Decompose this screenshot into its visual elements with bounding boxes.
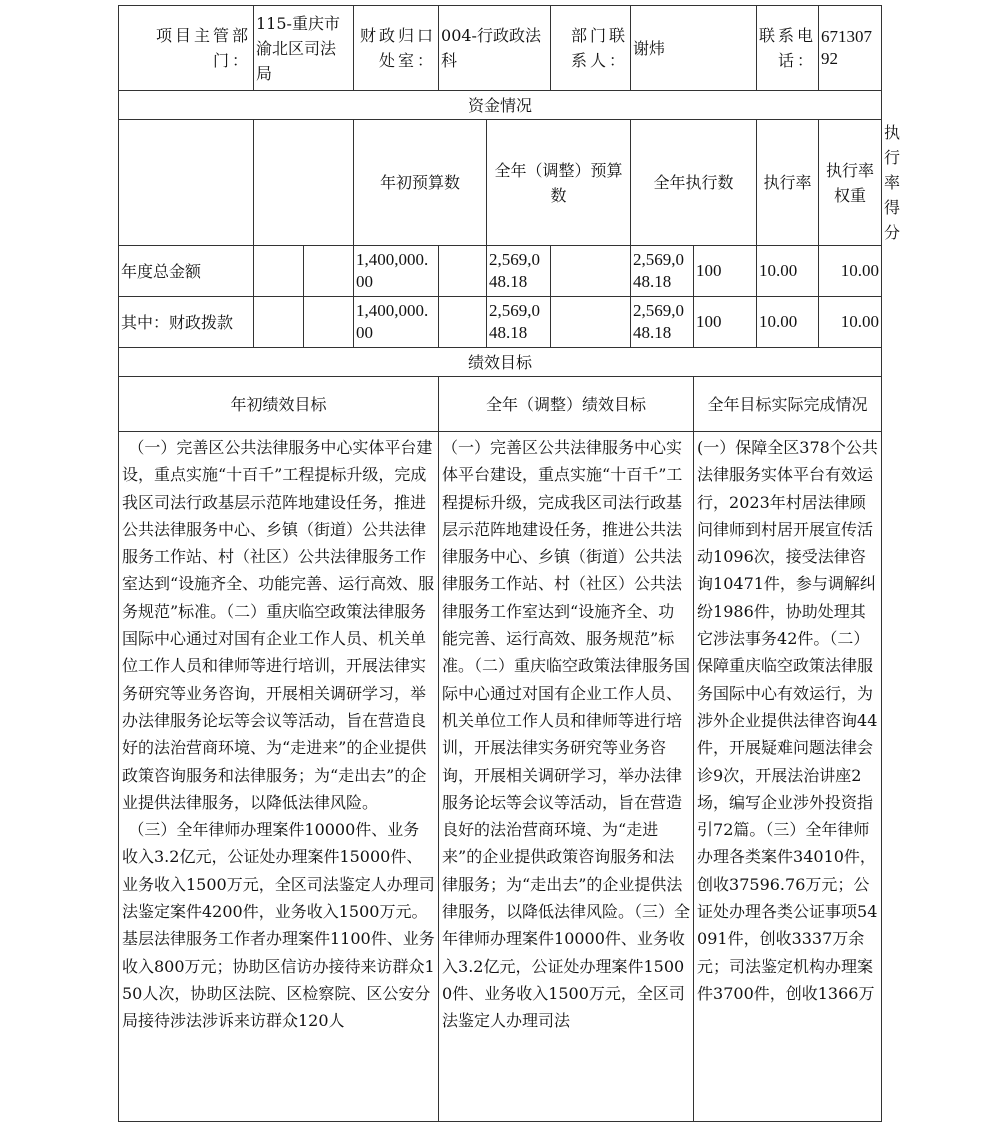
dept-label: 项目主管部门： bbox=[119, 6, 254, 91]
execution-rate-value: 100 bbox=[694, 246, 757, 297]
phone-label: 联系电话： bbox=[757, 6, 819, 91]
contact-value: 谢炜 bbox=[631, 6, 757, 91]
rate-weight-value: 10.00 bbox=[757, 297, 819, 348]
col-adjusted-budget: 全年（调整）预算数 bbox=[487, 120, 631, 246]
phone-value: 67130792 bbox=[819, 6, 882, 91]
col-rate-weight: 执行率权重 bbox=[819, 120, 882, 246]
blank-cell bbox=[304, 246, 354, 297]
blank-cell bbox=[439, 246, 487, 297]
adjusted-budget-value: 2,569,048.18 bbox=[487, 246, 551, 297]
contact-label: 部门联系人： bbox=[551, 6, 631, 91]
execution-rate-value: 100 bbox=[694, 297, 757, 348]
funds-corner-cell bbox=[119, 120, 254, 246]
col-initial-budget: 年初预算数 bbox=[354, 120, 487, 246]
blank-cell bbox=[304, 297, 354, 348]
funds-row-total bbox=[119, 246, 882, 297]
funds-row-fiscal bbox=[119, 297, 882, 348]
performance-section-row bbox=[119, 348, 882, 377]
rate-weight-value: 10.00 bbox=[757, 246, 819, 297]
performance-header-row bbox=[119, 377, 882, 432]
executed-value: 2,569,048.18 bbox=[631, 246, 694, 297]
col-initial-goal: 年初绩效目标 bbox=[119, 377, 439, 432]
blank-cell bbox=[439, 297, 487, 348]
blank-cell bbox=[551, 297, 631, 348]
budget-performance-table bbox=[118, 5, 901, 1122]
rate-score-value: 10.00 bbox=[819, 246, 882, 297]
col-adjusted-goal: 全年（调整）绩效目标 bbox=[439, 377, 694, 432]
performance-section-title: 绩效目标 bbox=[119, 348, 882, 377]
finance-label: 财政归口处室： bbox=[354, 6, 439, 91]
adjusted-goal-text: （一）完善区公共法律服务中心实体平台建设，重点实施“十百千”工程提标升级，完成我区司法行政基层示范阵地建设任务，推进公共法律服务中心、乡镇（街道）公共法律服务工作站、村（社区）公共法律服务工作室达到“设施齐全、功能完善、运行高效、服务规范”标准。（二）重庆临空政策法律服务国际中心通过对国有企业工作人员、机关单位工作人员和律师等进行培训，开展法律实务研究等业务咨询，开展相关调研学习，举办法律服务论坛等会议等活动，旨在营造良好的法治营商环境、为“走进来”的企业提供政策咨询服务和法律服务；为“走出去”的企业提供法律服务，以降低法律风险。（三）全年律师办理案件10000件、业务收入3.2亿元，公证处办理案件15000件、业务收入1500万元，全区司法鉴定人办理司法 bbox=[439, 432, 694, 1122]
adjusted-budget-value: 2,569,048.18 bbox=[487, 297, 551, 348]
col-execution-rate: 执行率 bbox=[757, 120, 819, 246]
blank-cell bbox=[551, 246, 631, 297]
initial-budget-value: 1,400,000.00 bbox=[354, 246, 439, 297]
actual-completion-text: (一）保障全区378个公共法律服务实体平台有效运行，2023年村居法律顾问律师到村居开展宣传活动1096次，接受法律咨询10471件，参与调解纠纷1986件，协助处理其它涉法事务42件。（二）保障重庆临空政策法律服务国际中心有效运行，为涉外企业提供法律咨询44件，开展疑难问题法律会诊9次，开展法治讲座2场，编写企业涉外投资指引72篇。（三）全年律师办理各类案件34010件，创收37596.76万元；公证处办理各类公证事项54091件，创收3337万余元；司法鉴定机构办理案件3700件，创收1366万 bbox=[694, 432, 882, 1122]
col-actual-completion: 全年目标实际完成情况 bbox=[694, 377, 882, 432]
col-executed: 全年执行数 bbox=[631, 120, 757, 246]
header-row bbox=[119, 6, 882, 91]
blank-cell bbox=[254, 297, 304, 348]
funds-header-row: 年初预算数 全年（调整）预算数 全年执行数 执行率 执行率权重 执行率得分 bbox=[119, 120, 882, 246]
funds-section-row bbox=[119, 91, 882, 120]
initial-goal-paragraph-1: （一）完善区公共法律服务中心实体平台建设，重点实施“十百千”工程提标升级，完成我区司法行政基层示范阵地建设任务，推进公共法律服务中心、乡镇（街道）公共法律服务工作站、村（社区）公共法律服务工作室达到“设施齐全、功能完善、运行高效、服务规范”标准。（二）重庆临空政策法律服务国际中心通过对国有企业工作人员、机关单位工作人员和律师等进行培训，开展法律实务研究等业务咨询，开展相关调研学习，举办法律服务论坛等会议等活动，旨在营造良好的法治营商环境、为“走进来”的企业提供政策咨询服务和法律服务；为“走出去”的企业提供法律服务，以降低法律风险。 bbox=[122, 438, 435, 812]
finance-value: 004-行政政法科 bbox=[439, 6, 551, 91]
dept-value: 115-重庆市渝北区司法局 bbox=[254, 6, 354, 91]
rate-score-value: 10.00 bbox=[819, 297, 882, 348]
performance-report-sheet bbox=[118, 5, 901, 1068]
initial-budget-value: 1,400,000.00 bbox=[354, 297, 439, 348]
performance-content-row bbox=[119, 432, 882, 1122]
initial-goal-paragraph-2: （三）全年律师办理案件10000件、业务收入3.2亿元，公证处办理案件15000件、业务收入1500万元，全区司法鉴定人办理司法鉴定案件4200件，业务收入1500万元。基层法律服务工作者办理案件1100件、业务收入800万元；协助区信访办接待来访群众150人次，协助区法院、区检察院、区公安分局接待涉法涉诉来访群众120人 bbox=[122, 820, 435, 1031]
blank-cell bbox=[254, 246, 304, 297]
executed-value: 2,569,048.18 bbox=[631, 297, 694, 348]
row-label: 其中：财政拨款 bbox=[119, 297, 254, 348]
row-label: 年度总金额 bbox=[119, 246, 254, 297]
funds-blank-cell bbox=[254, 120, 354, 246]
funds-section-title: 资金情况 bbox=[119, 91, 882, 120]
initial-goal-text bbox=[119, 432, 439, 1122]
